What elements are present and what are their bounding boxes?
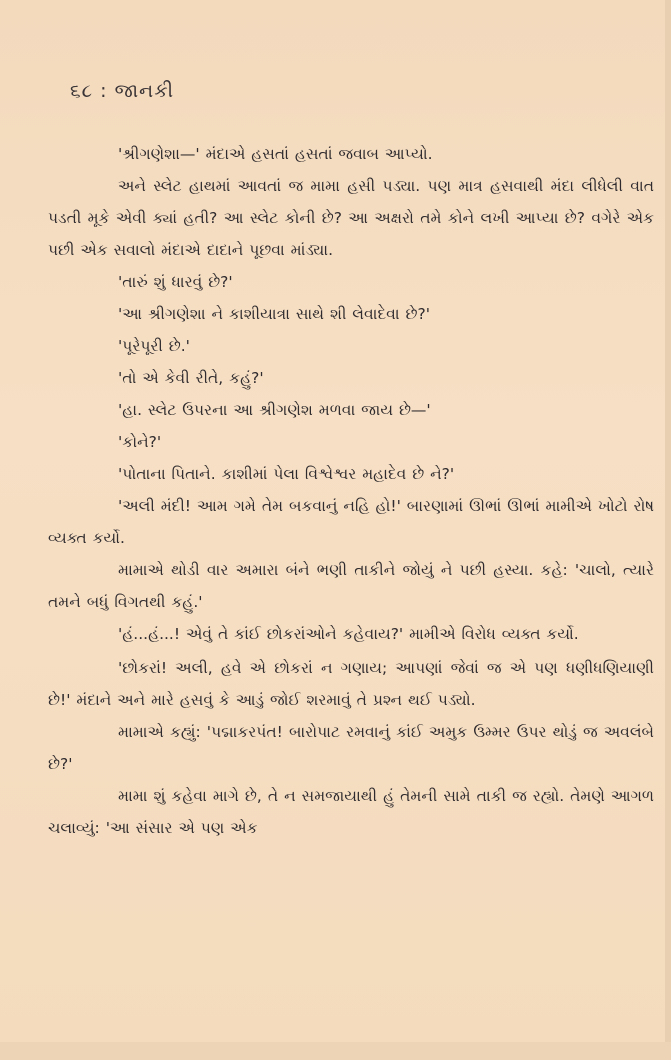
page-body [48,138,654,844]
paragraph: 'હા. સ્લેટ ઉપરના આ શ્રીગણેશ મળવા જાય છે—' [118,401,431,419]
paragraph: 'પૂરેપૂરી છે.' [118,337,190,355]
paragraph: 'આ શ્રીગણેશા ને કાશીયાત્રા સાથે શી લેવાદેવા છે?' [118,305,430,323]
paragraph: 'તો એ કેવી રીતે, કહું?' [118,369,264,387]
paragraph: 'તારું શું ધારવું છે?' [118,273,233,291]
paragraph: મામાએ કહ્યું: 'પદ્માકરપંત! બારોપાટ રમવાનું કાંઈ અમુક ઉમ્મર ઉપર થોડું જ અવલંબે છે?' [48,723,654,773]
paragraph: અને સ્લેટ હાથમાં આવતાં જ મામા હસી પડ્યા. પણ માત્ર હસવાથી મંદા લીધેલી વાત પડતી મૂકે એવી ક્યાં હતી? આ સ્લેટ કોની છે? આ અક્ષરો તમે કોને લખી આપ્યા છે? વગેરે એક પછી એક સવાલો મંદાએ દાદાને પૂછવા માંડ્યા. [48,177,654,259]
paragraph: 'કોને?' [118,433,162,451]
paragraph: 'શ્રીગણેશા—' મંદાએ હસતાં હસતાં જવાબ આપ્યો. [118,145,433,163]
paragraph: 'પોતાના પિતાને. કાશીમાં પેલા વિશ્વેશ્વર મહાદેવ છે ને?' [118,465,455,483]
bottom-margin [0,1042,671,1060]
running-header: ૬૮ : જાનકી [70,80,175,102]
paragraph: 'અલી મંદી! આમ ગમે તેમ બકવાનું નહિ હો!' બારણામાં ઊભાં ઊભાં મામીએ ખોટો રોષ વ્યક્ત કર્યો. [48,497,654,547]
paragraph: મામા શું કહેવા માગે છે, તે ન સમજાયાથી હું તેમની સામે તાકી જ રહ્યો. તેમણે આગળ ચલાવ્યું: 'આ સંસાર એ પણ એક [48,787,654,837]
paragraph: મામાએ થોડી વાર અમારા બંને ભણી તાકીને જોયું ને પછી હસ્યા. કહે: 'ચાલો, ત્યારે તમને બધું વિગતથી કહું.' [48,561,654,611]
paragraph: 'હં...હં...! એવું તે કાંઈ છોકરાંઓને કહેવાય?' મામીએ વિરોધ વ્યક્ત કર્યો. [118,625,579,643]
page-edge [665,0,671,1060]
paragraph: 'છોકરાં! અલી, હવે એ છોકરાં ન ગણાય; આપણાં જેવાં જ એ પણ ધણીધણિયાણી છે!' મંદાને અને મારે હસવું કે આડું જોઈ શરમાવું તે પ્રશ્ન થઈ પડ્યો. [48,659,654,709]
